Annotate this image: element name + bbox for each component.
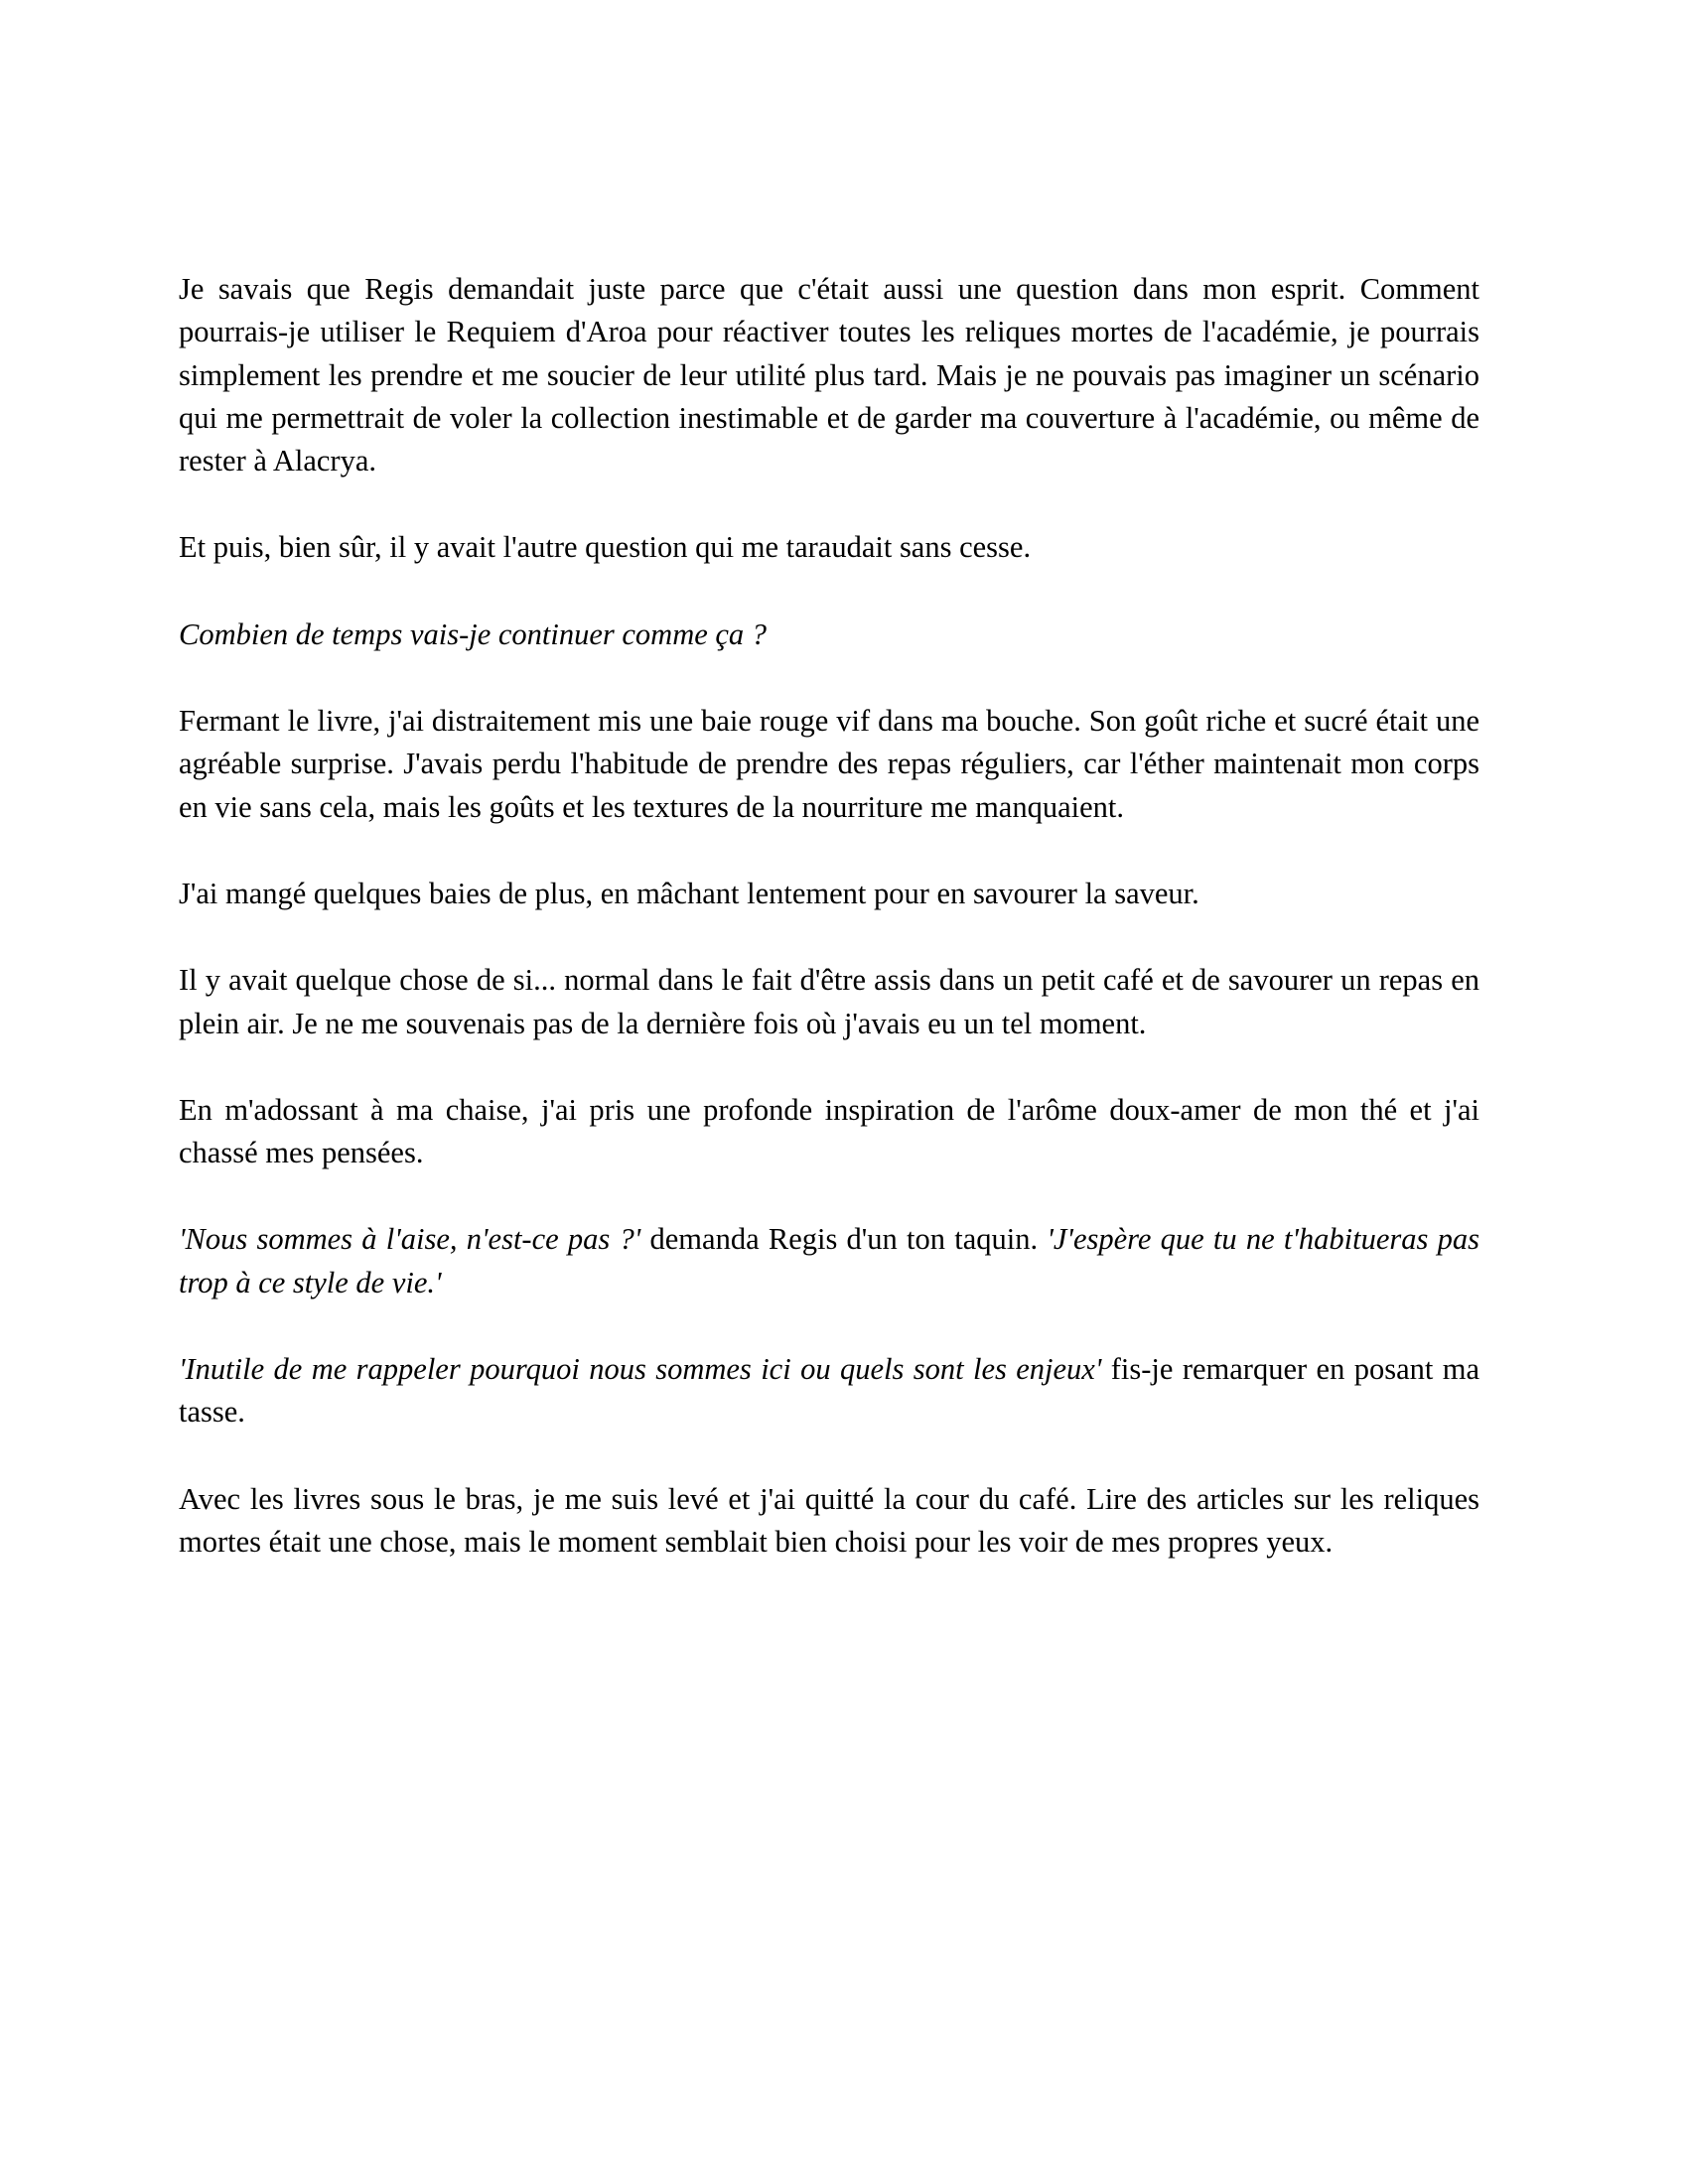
paragraph-2: Et puis, bien sûr, il y avait l'autre question qui me taraudait sans cesse.	[179, 530, 1032, 565]
dialogue-attribution-2: fis-je remarquer en posant ma tasse.	[179, 1352, 1479, 1430]
paragraph-9-dialogue	[179, 1348, 1479, 1434]
document-body	[179, 268, 1479, 1564]
dialogue-quote-regis-2: 'J'espère que tu ne t'habitueras pas trop à ce style de vie.'	[179, 1222, 1479, 1299]
paragraph-5: J'ai mangé quelques baies de plus, en mâchant lentement pour en savourer la saveur.	[179, 876, 1199, 910]
dialogue-quote-narrator: 'Inutile de me rappeler pourquoi nous sommes ici ou quels sont les enjeux'	[179, 1352, 1102, 1387]
paragraph-1: Je savais que Regis demandait juste parce que c'était aussi une question dans mon esprit. Comment pourrais-je utiliser le Requiem d'Aroa pour réactiver toutes les reliques mortes de l'académie, je pourrais simplement les prendre et me soucier de leur utilité plus tard. Mais je ne pouvais pas imaginer un scénario qui me permettrait de voler la collection inestimable et de garder ma couverture à l'académie, ou même de rester à Alacrya.	[179, 272, 1479, 478]
paragraph-7: En m'adossant à ma chaise, j'ai pris une profonde inspiration de l'arôme doux-amer de mon thé et j'ai chassé mes pensées.	[179, 1092, 1479, 1170]
paragraph-8-dialogue	[179, 1218, 1479, 1304]
paragraph-4: Fermant le livre, j'ai distraitement mis une baie rouge vif dans ma bouche. Son goût riche et sucré était une agréable surprise. J'avais perdu l'habitude de prendre des repas réguliers, car l'éther maintenait mon corps en vie sans cela, mais les goûts et les textures de la nourriture me manquaient.	[179, 704, 1479, 824]
dialogue-quote-regis-1: 'Nous sommes à l'aise, n'est-ce pas ?'	[179, 1222, 641, 1257]
paragraph-3-italic: Combien de temps vais-je continuer comme ça ?	[179, 616, 768, 651]
dialogue-attribution-1: demanda Regis d'un ton taquin.	[640, 1222, 1048, 1257]
paragraph-10: Avec les livres sous le bras, je me suis levé et j'ai quitté la cour du café. Lire des articles sur les reliques mortes était une chose, mais le moment semblait bien choisi pour les voir de mes propres yeux.	[179, 1481, 1479, 1559]
paragraph-6: Il y avait quelque chose de si... normal dans le fait d'être assis dans un petit café et de savourer un repas en plein air. Je ne me souvenais pas de la dernière fois où j'avais eu un tel moment.	[179, 963, 1479, 1040]
